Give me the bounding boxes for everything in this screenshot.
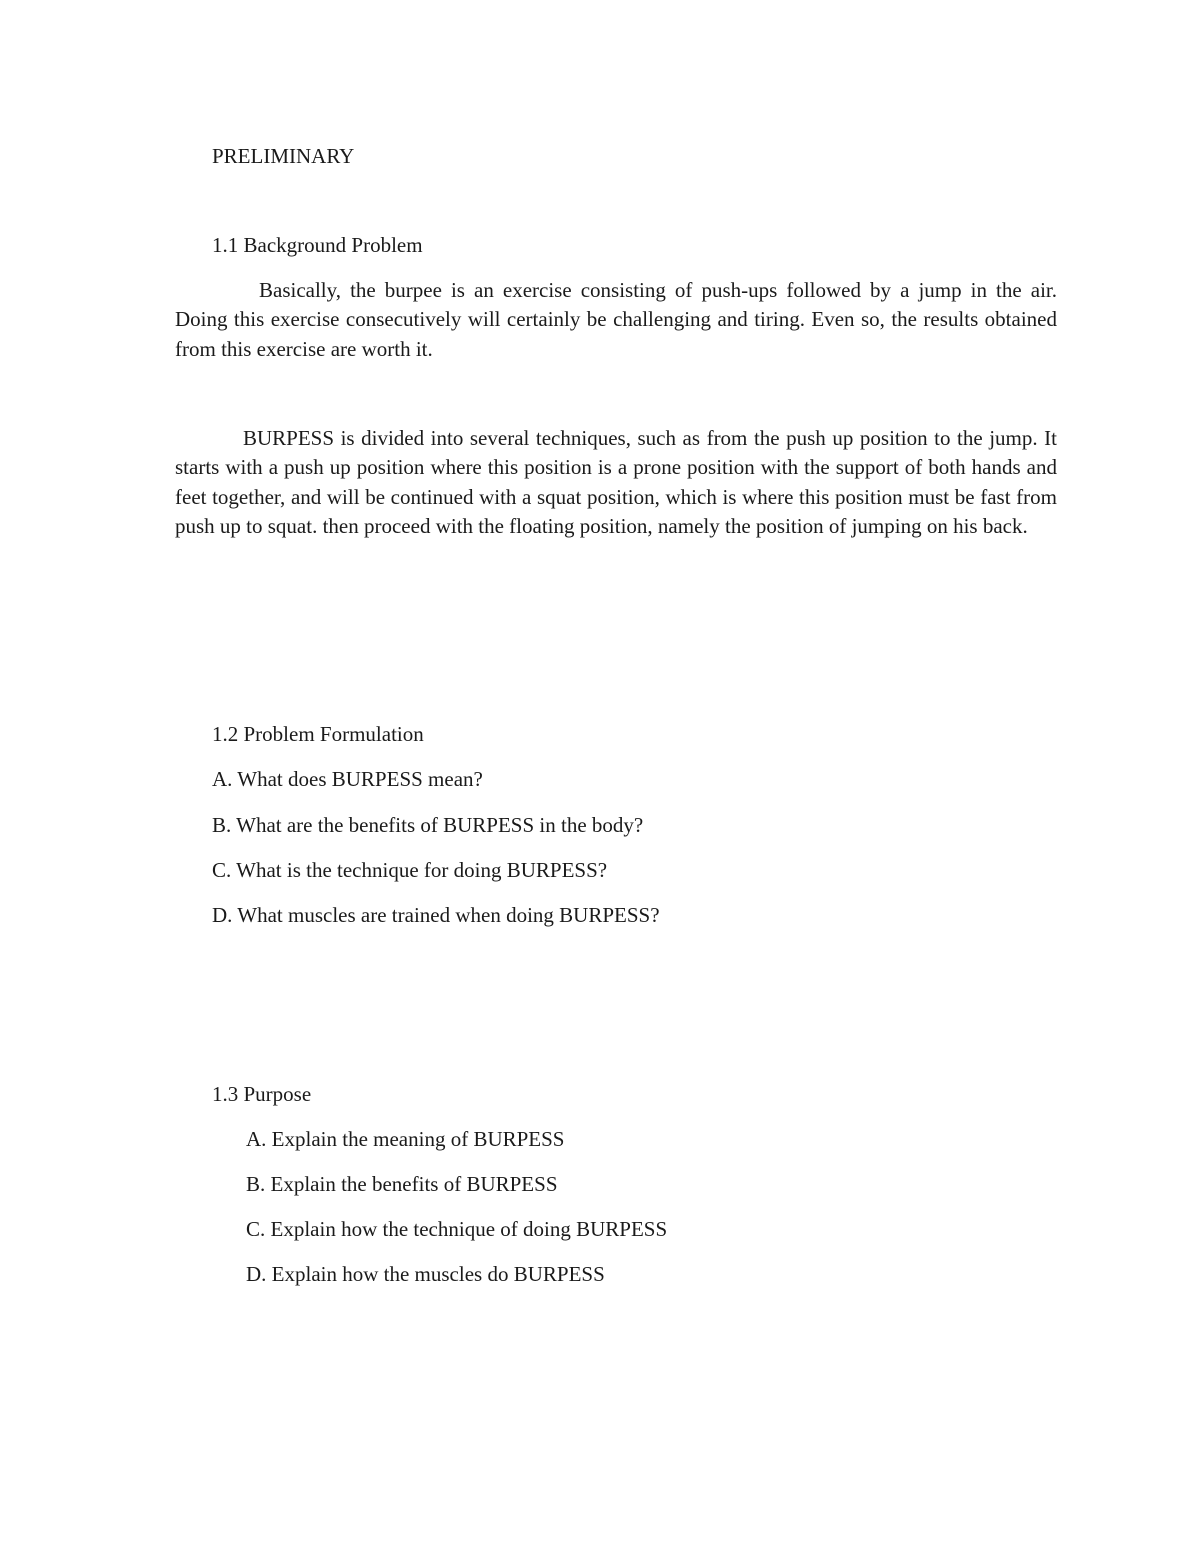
background-paragraph-1-text: Basically, the burpee is an exercise consisting of push-ups followed by a jump in the air. Doing this exercise consecutively will certainly be challenging and tiring. Even so, the results obtained from this exercise are worth it. — [175, 278, 1057, 361]
problem-item-a: A. What does BURPESS mean? — [212, 767, 483, 791]
purpose-item-a: A. Explain the meaning of BURPESS — [246, 1127, 565, 1151]
section-1-3-heading: 1.3 Purpose — [212, 1082, 312, 1106]
problem-item-b: B. What are the benefits of BURPESS in the body? — [212, 813, 644, 837]
background-paragraph-2-text: BURPESS is divided into several techniques, such as from the push up position to the jump. It starts with a push up position where this position is a prone position with the support of both hands and feet together, and will be continued with a squat position, which is where this position must be fast from push up to squat. then proceed with the floating position, namely the position of jumping on his back. — [175, 426, 1057, 538]
purpose-item-c: C. Explain how the technique of doing BURPESS — [246, 1217, 668, 1241]
background-paragraph-2 — [175, 424, 1057, 541]
section-1-1-heading: 1.1 Background Problem — [212, 233, 423, 257]
section-1-2-heading: 1.2 Problem Formulation — [212, 722, 424, 746]
problem-item-d: D. What muscles are trained when doing BURPESS? — [212, 903, 660, 927]
document-title: PRELIMINARY — [212, 144, 355, 168]
background-paragraph-1 — [175, 276, 1057, 364]
problem-item-c: C. What is the technique for doing BURPESS? — [212, 858, 608, 882]
purpose-item-d: D. Explain how the muscles do BURPESS — [246, 1262, 605, 1286]
purpose-item-b: B. Explain the benefits of BURPESS — [246, 1172, 558, 1196]
